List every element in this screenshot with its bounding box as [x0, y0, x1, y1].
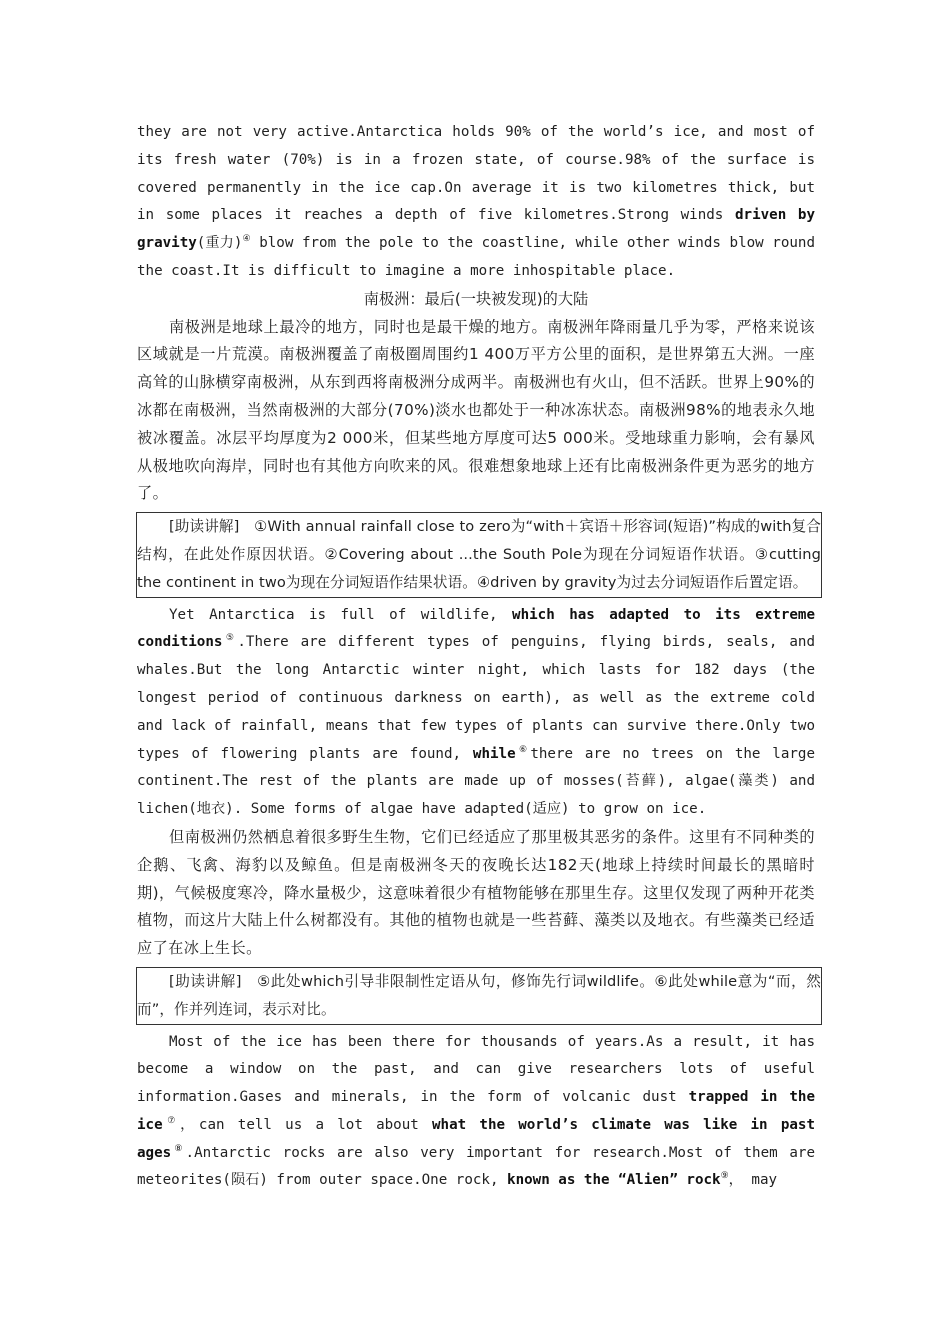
- chinese-paragraph-1: 南极洲是地球上最冷的地方，同时也是最干燥的地方。南极洲年降雨量几乎为零，严格来说该区域就是一片荒漠。南极洲覆盖了南极圈周围约1 400万平方公里的面积，是世界第五大洲。一座高耸的山脉横穿南极洲，从东到西将南极洲分成两半。南极洲也有火山，但不活跃。世界上90%的冰都在南极洲，当然南极洲的大部分(70%)淡水也都处于一种冰冻状态。南极洲98%的地表永久地被冰覆盖。冰层平均厚度为2 000米，但某些地方厚度可达5 000米。受地球重力影响，会有暴风从极地吹向海岸，同时也有其他方向吹来的风。很难想象地球上还有比南极洲条件更为恶劣的地方了。: [137, 317, 815, 503]
- bold-phrase: while: [472, 745, 516, 762]
- english-paragraph-1: [137, 119, 815, 286]
- bold-phrase: trapped in the ice: [137, 1089, 815, 1133]
- reading-note-text: [助读讲解] ①With annual rainfall close to zero为“with＋宾语＋形容词(短语)”构成的with复合结构，在此处作原因状语。②Covering about ...the South Pole为现在分词短语作状语。③cutting the continent in two为现在分词短语作结果状语。④driven by gravity为过去分词短语作后置定语。: [137, 518, 821, 591]
- chinese-title: 南极洲：最后(一块被发现)的大陆: [363, 289, 589, 308]
- text-run: ，can tell us a lot about: [180, 1116, 433, 1133]
- text-run: (重力): [196, 235, 243, 252]
- footnote-marker: ⑥: [515, 744, 531, 755]
- bold-phrase: what the world’s climate was like in past ages: [137, 1116, 815, 1161]
- bold-phrase: driven by gravity: [137, 207, 816, 252]
- bold-phrase: known as the “Alien” rock: [507, 1172, 721, 1189]
- reading-note-box-2: [136, 967, 822, 1025]
- english-paragraph-2: [137, 602, 815, 824]
- text-run: ， may: [728, 1172, 778, 1189]
- text-run: Most of the ice has been there for thousands of years.As a result, it has become a window on the past, and can give researchers lots of useful information.Gases and minerals, in the form of volcanic dust: [137, 1033, 815, 1106]
- english-paragraph-3: [137, 1029, 815, 1196]
- text-run: Yet Antarctica is full of wildlife,: [169, 606, 513, 623]
- footnote-marker: ⑤: [222, 633, 238, 644]
- reading-note-text: [助读讲解] ⑤此处which引导非限制性定语从句，修饰先行词wildlife。⑥此处while意为“而，然而”，作并列连词，表示对比。: [137, 972, 821, 1018]
- footnote-marker: ⑦: [162, 1115, 181, 1126]
- text-run: there are no trees on the large continent.The rest of the plants are made up of mosses(苔藓), algae(藻类) and lichen(地衣). Some forms of algae have adapted(适应) to grow on ice.: [137, 745, 816, 818]
- text-run: they are not very active.Antarctica holds 90% of the world’s ice, and most of its fresh water (70%) is in a frozen state, of course.98% of the surface is covered permanently in the ice cap.On average it is two kilometres thick, but in some places it reaches a depth of five kilometres.Strong winds: [137, 124, 815, 224]
- text-run: .Antarctic rocks are also very important for research.Most of them are meteorites(陨石) from outer space.One rock,: [137, 1144, 815, 1189]
- document-page: [137, 119, 821, 1195]
- text-run: blow from the pole to the coastline, while other winds blow round the coast.It is difficult to imagine a more inhospitable place.: [137, 235, 815, 279]
- footnote-marker: ⑧: [171, 1143, 186, 1154]
- reading-note-box-1: [136, 512, 822, 597]
- bold-phrase: which has adapted to its extreme conditions: [137, 606, 815, 651]
- footnote-marker: ④: [242, 234, 251, 245]
- chinese-paragraph-2: 但南极洲仍然栖息着很多野生生物，它们已经适应了那里极其恶劣的条件。这里有不同种类的企鹅、飞禽、海豹以及鲸鱼。但是南极洲冬天的夜晚长达182天(地球上持续时间最长的黑暗时期)，气候极度寒冷，降水量极少，这意味着很少有植物能够在那里生存。这里仅发现了两种开花类植物，而这片大陆上什么树都没有。其他的植物也就是一些苔藓、藻类以及地衣。有些藻类已经适应了在冰上生长。: [137, 827, 815, 958]
- footnote-marker: ⑨: [720, 1171, 729, 1182]
- text-run: .There are different types of penguins, flying birds, seals, and whales.But the long Antarctic winter night, which lasts for 182 days (the longest period of continuous darkness on earth), as well as the extreme cold and lack of rainfall, means that few types of plants can survive there.Only two types of flowering plants are found,: [137, 634, 815, 762]
